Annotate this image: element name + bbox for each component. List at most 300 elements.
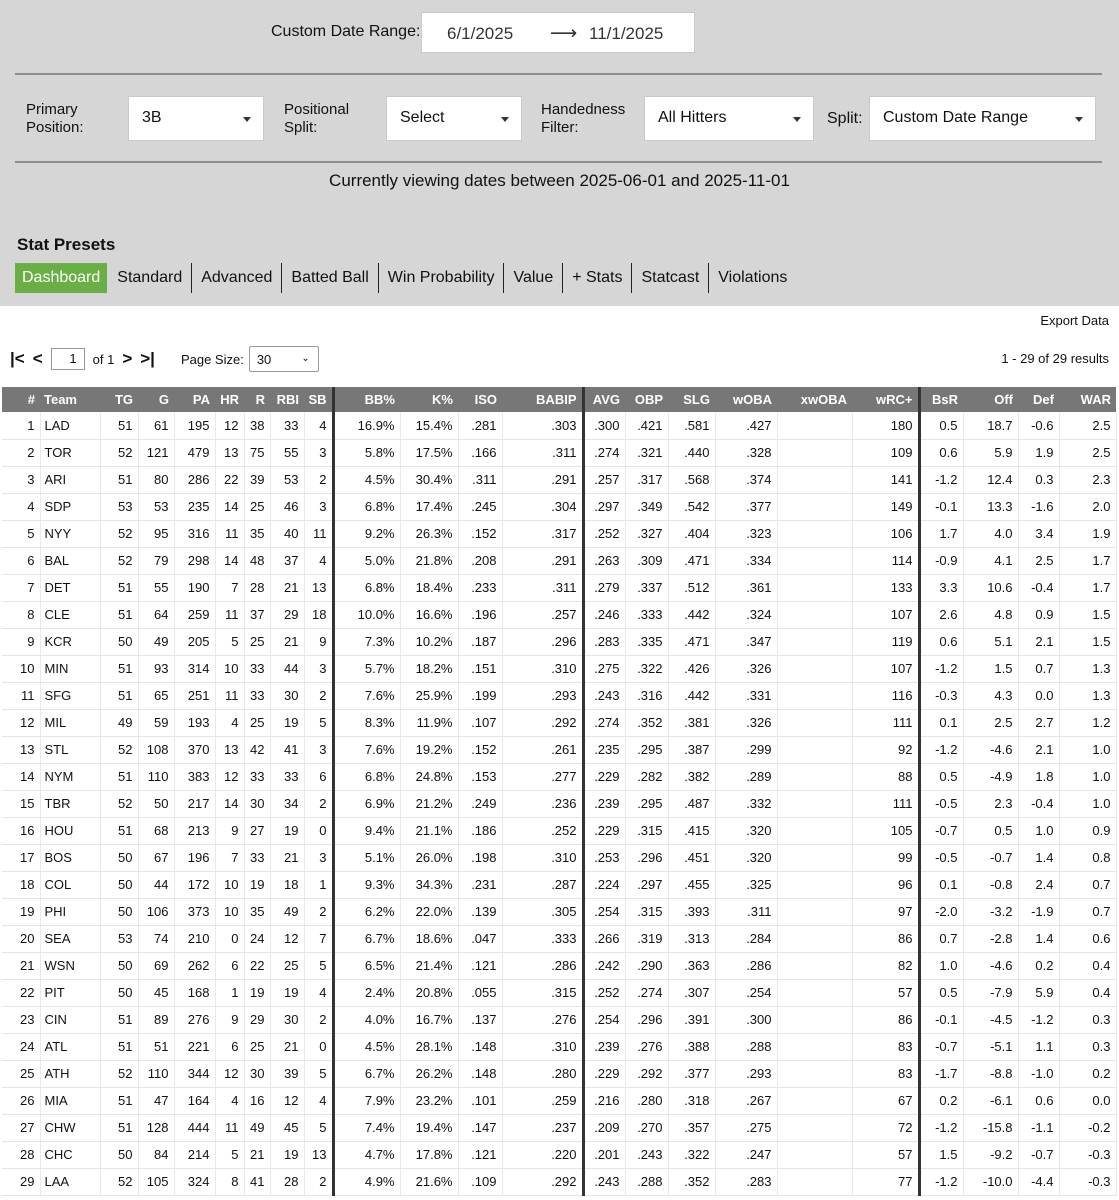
column-header[interactable]: Off [963, 387, 1018, 412]
last-page-icon[interactable]: >| [140, 349, 155, 368]
table-cell: 16 [2, 817, 40, 844]
team-cell[interactable]: NYM [40, 763, 100, 790]
table-cell [777, 817, 852, 844]
table-cell: .287 [502, 871, 583, 898]
table-cell: 0.6 [919, 439, 963, 466]
table-cell: 1.4 [1018, 844, 1059, 871]
prev-page-icon[interactable]: < [32, 349, 43, 368]
table-cell: 0.7 [1059, 871, 1116, 898]
team-cell[interactable]: SFG [40, 682, 100, 709]
table-cell: 105 [852, 817, 919, 844]
table-cell: 2.4 [1018, 871, 1059, 898]
table-cell: .283 [583, 628, 625, 655]
table-cell [777, 1087, 852, 1114]
table-cell: 373 [174, 898, 215, 925]
table-cell: 25 [2, 1060, 40, 1087]
table-cell: .442 [668, 601, 715, 628]
table-cell [777, 628, 852, 655]
team-cell[interactable]: ATL [40, 1033, 100, 1060]
table-cell: .333 [502, 925, 583, 952]
team-cell[interactable]: TBR [40, 790, 100, 817]
table-cell: 11 [215, 682, 244, 709]
start-date[interactable]: 6/1/2025 [447, 24, 514, 43]
table-cell: 33 [270, 412, 304, 439]
table-cell: 72 [852, 1114, 919, 1141]
column-header[interactable]: ISO [458, 387, 502, 412]
table-cell: 51 [100, 682, 138, 709]
table-cell: 92 [852, 736, 919, 763]
table-cell: 12 [270, 1087, 304, 1114]
team-cell[interactable]: DET [40, 574, 100, 601]
team-cell[interactable]: WSN [40, 952, 100, 979]
table-cell: 67 [138, 844, 174, 871]
table-cell: .263 [583, 547, 625, 574]
table-cell [777, 439, 852, 466]
table-cell: 4.1 [963, 547, 1018, 574]
table-cell: 53 [270, 466, 304, 493]
table-cell: 33 [244, 844, 270, 871]
primary-position-label [26, 101, 84, 137]
table-cell: .387 [668, 736, 715, 763]
table-cell: 53 [100, 493, 138, 520]
table-cell: .382 [668, 763, 715, 790]
table-cell: 25.9% [400, 682, 458, 709]
table-cell: 2.3 [1059, 466, 1116, 493]
table-cell: .316 [625, 682, 668, 709]
table-row [2, 520, 1116, 547]
table-cell: 22 [2, 979, 40, 1006]
table-cell: 49 [244, 1114, 270, 1141]
tab-statcast[interactable]: Statcast [632, 263, 709, 293]
table-row [2, 952, 1116, 979]
table-cell: .292 [625, 1060, 668, 1087]
table-row [2, 736, 1116, 763]
table-cell: .324 [715, 601, 777, 628]
table-cell: 50 [100, 898, 138, 925]
table-cell: .243 [583, 682, 625, 709]
table-cell: -0.7 [963, 844, 1018, 871]
table-cell: 25 [270, 952, 304, 979]
table-cell: .286 [502, 952, 583, 979]
split-select[interactable] [869, 96, 1096, 141]
tab-advanced[interactable]: Advanced [192, 263, 282, 293]
column-header[interactable]: xwOBA [777, 387, 852, 412]
table-cell: .297 [625, 871, 668, 898]
column-header[interactable]: K% [400, 387, 458, 412]
column-header[interactable]: G [138, 387, 174, 412]
table-cell: .291 [502, 466, 583, 493]
table-cell: 86 [852, 925, 919, 952]
table-cell: 25 [244, 493, 270, 520]
table-cell: 50 [138, 790, 174, 817]
table-cell: 19 [244, 871, 270, 898]
table-cell: 2 [304, 1168, 333, 1195]
table-cell: 1.0 [1059, 763, 1116, 790]
table-cell: 9 [2, 628, 40, 655]
column-header[interactable]: Def [1018, 387, 1059, 412]
table-cell: 28 [2, 1141, 40, 1168]
table-cell: 51 [100, 1006, 138, 1033]
table-cell: 210 [174, 925, 215, 952]
table-cell: .319 [625, 925, 668, 952]
table-cell: -15.8 [963, 1114, 1018, 1141]
table-cell: 18 [2, 871, 40, 898]
table-cell: 50 [100, 628, 138, 655]
table-cell: 30.4% [400, 466, 458, 493]
tab-value[interactable]: Value [504, 263, 563, 293]
table-cell: 16.6% [400, 601, 458, 628]
table-cell: .391 [668, 1006, 715, 1033]
next-page-icon[interactable]: > [122, 349, 133, 368]
table-cell: 12 [215, 412, 244, 439]
table-cell: 30 [244, 1060, 270, 1087]
table-cell: 1 [215, 979, 244, 1006]
table-cell: 314 [174, 655, 215, 682]
column-header[interactable]: wRC+ [852, 387, 919, 412]
table-cell: .284 [715, 925, 777, 952]
team-cell[interactable]: LAD [40, 412, 100, 439]
table-cell: 77 [852, 1168, 919, 1195]
table-cell: -0.8 [963, 871, 1018, 898]
table-cell: .349 [625, 493, 668, 520]
team-cell[interactable]: NYY [40, 520, 100, 547]
table-cell: .296 [625, 844, 668, 871]
team-cell[interactable]: SDP [40, 493, 100, 520]
export-data-link[interactable]: Export Data [1040, 313, 1109, 328]
table-cell: .186 [458, 817, 502, 844]
table-cell: .109 [458, 1168, 502, 1195]
table-cell: -0.7 [1018, 1141, 1059, 1168]
table-cell: 106 [138, 898, 174, 925]
table-cell: 15 [2, 790, 40, 817]
primary-position-select[interactable] [128, 96, 264, 141]
table-cell: .415 [668, 817, 715, 844]
table-cell: 38 [244, 412, 270, 439]
team-cell[interactable]: HOU [40, 817, 100, 844]
tab-batted-ball[interactable]: Batted Ball [282, 263, 378, 293]
team-cell[interactable]: SEA [40, 925, 100, 952]
table-cell: 0.2 [1059, 1060, 1116, 1087]
end-date[interactable]: 11/1/2025 [589, 24, 664, 43]
team-cell[interactable]: MIL [40, 709, 100, 736]
table-cell: 17 [2, 844, 40, 871]
table-cell: .427 [715, 412, 777, 439]
table-cell: 107 [852, 655, 919, 682]
table-cell: 42 [244, 736, 270, 763]
date-range-input[interactable] [421, 12, 695, 53]
divider [15, 73, 1102, 75]
table-cell: .279 [583, 574, 625, 601]
table-cell: 1.9 [1059, 520, 1116, 547]
team-cell[interactable]: PHI [40, 898, 100, 925]
table-cell: 1.3 [1059, 655, 1116, 682]
table-cell: 0 [215, 925, 244, 952]
column-header[interactable]: R [244, 387, 270, 412]
table-cell: -2.8 [963, 925, 1018, 952]
table-cell: 13 [304, 1141, 333, 1168]
table-cell: .304 [502, 493, 583, 520]
table-cell: 5 [304, 952, 333, 979]
table-cell: 7.6% [333, 736, 400, 763]
table-cell: .292 [502, 1168, 583, 1195]
table-cell: .275 [583, 655, 625, 682]
pagination [10, 346, 319, 372]
table-cell: 40 [270, 520, 304, 547]
table-cell: .471 [668, 547, 715, 574]
table-cell: 4 [304, 412, 333, 439]
table-cell: 52 [100, 547, 138, 574]
table-row [2, 844, 1116, 871]
table-cell: 50 [100, 1141, 138, 1168]
table-row [2, 925, 1116, 952]
table-cell: 4.0% [333, 1006, 400, 1033]
stats-table [2, 387, 1117, 1196]
team-cell[interactable]: MIA [40, 1087, 100, 1114]
table-cell: 51 [138, 1033, 174, 1060]
table-cell [777, 1168, 852, 1195]
table-cell [777, 412, 852, 439]
tab-standard[interactable]: Standard [108, 263, 192, 293]
table-cell: 6.5% [333, 952, 400, 979]
table-cell: 5 [304, 1114, 333, 1141]
table-cell [777, 1006, 852, 1033]
table-cell [777, 655, 852, 682]
table-cell: .325 [715, 871, 777, 898]
table-cell: 0.4 [1059, 952, 1116, 979]
table-cell: 7.9% [333, 1087, 400, 1114]
table-cell: .352 [625, 709, 668, 736]
table-cell: 11 [215, 601, 244, 628]
team-cell[interactable]: PIT [40, 979, 100, 1006]
page-size-label: Page Size: [180, 351, 244, 367]
table-cell: 44 [270, 655, 304, 682]
table-cell: 0.1 [919, 871, 963, 898]
table-cell: .274 [583, 709, 625, 736]
table-row [2, 412, 1116, 439]
table-cell: .148 [458, 1060, 502, 1087]
table-cell: 133 [852, 574, 919, 601]
team-cell[interactable]: BOS [40, 844, 100, 871]
table-cell: -5.1 [963, 1033, 1018, 1060]
table-cell: 75 [244, 439, 270, 466]
table-cell: .332 [715, 790, 777, 817]
table-cell: 86 [852, 1006, 919, 1033]
column-header[interactable]: RBI [270, 387, 304, 412]
table-cell: 286 [174, 466, 215, 493]
table-cell: 276 [174, 1006, 215, 1033]
page-number-input[interactable]: 1 [51, 348, 85, 370]
table-cell: 52 [100, 520, 138, 547]
column-header[interactable]: SLG [668, 387, 715, 412]
table-cell: 17.8% [400, 1141, 458, 1168]
table-cell: 23 [2, 1006, 40, 1033]
table-cell: 9.3% [333, 871, 400, 898]
column-header[interactable]: WAR [1059, 387, 1116, 412]
table-cell: 97 [852, 898, 919, 925]
table-cell: 10 [215, 655, 244, 682]
table-cell: 19.4% [400, 1114, 458, 1141]
table-cell: 49 [138, 628, 174, 655]
table-cell: 0.3 [1018, 466, 1059, 493]
chevron-down-icon: ⌄ [301, 353, 310, 364]
table-cell: .451 [668, 844, 715, 871]
table-cell: .257 [583, 466, 625, 493]
table-cell: 18.7 [963, 412, 1018, 439]
table-cell: .318 [668, 1087, 715, 1114]
column-header[interactable]: PA [174, 387, 215, 412]
team-cell[interactable]: CHW [40, 1114, 100, 1141]
column-header[interactable]: SB [304, 387, 333, 412]
table-cell: 10.0% [333, 601, 400, 628]
table-cell: 33 [244, 682, 270, 709]
table-cell: .276 [625, 1033, 668, 1060]
table-cell: .229 [583, 1060, 625, 1087]
table-cell: .107 [458, 709, 502, 736]
table-cell [777, 790, 852, 817]
team-cell[interactable]: CIN [40, 1006, 100, 1033]
tab-plus-stats[interactable]: + Stats [563, 263, 632, 293]
team-cell[interactable]: KCR [40, 628, 100, 655]
table-cell: 2 [304, 682, 333, 709]
positional-split-select[interactable] [386, 96, 522, 141]
table-cell: .326 [715, 655, 777, 682]
column-header[interactable]: HR [215, 387, 244, 412]
table-cell: .317 [625, 466, 668, 493]
table-cell: 34 [270, 790, 304, 817]
table-cell: .471 [668, 628, 715, 655]
table-cell: 2.5 [1059, 439, 1116, 466]
table-row [2, 655, 1116, 682]
table-cell: -1.2 [919, 466, 963, 493]
handedness-select[interactable] [644, 96, 814, 141]
team-cell[interactable]: BAL [40, 547, 100, 574]
table-cell: 1.4 [1018, 925, 1059, 952]
table-cell: 3 [304, 844, 333, 871]
table-cell: 1 [304, 871, 333, 898]
table-cell: -9.2 [963, 1141, 1018, 1168]
table-cell: 2.1 [1018, 628, 1059, 655]
table-cell: 0.9 [1018, 601, 1059, 628]
table-cell: 80 [138, 466, 174, 493]
table-cell: 18 [270, 871, 304, 898]
table-cell: 2.5 [1059, 412, 1116, 439]
table-row [2, 682, 1116, 709]
table-cell [777, 1114, 852, 1141]
table-cell: .242 [583, 952, 625, 979]
table-cell: 50 [100, 844, 138, 871]
table-cell: 29 [244, 1006, 270, 1033]
column-header[interactable]: BB% [333, 387, 400, 412]
tab-dashboard[interactable]: Dashboard [15, 263, 107, 293]
tab-violations[interactable]: Violations [718, 269, 788, 286]
table-cell: 172 [174, 871, 215, 898]
label-line: Position: [26, 119, 84, 136]
team-cell[interactable]: COL [40, 871, 100, 898]
table-cell: 52 [100, 1060, 138, 1087]
team-cell[interactable]: MIN [40, 655, 100, 682]
table-cell: 4.5% [333, 466, 400, 493]
table-cell: .259 [502, 1087, 583, 1114]
table-cell: .187 [458, 628, 502, 655]
table-cell: 16 [244, 1087, 270, 1114]
table-cell: .455 [668, 871, 715, 898]
page-size-select[interactable] [249, 346, 319, 372]
table-row [2, 493, 1116, 520]
divider [15, 161, 1102, 163]
column-header[interactable]: # [2, 387, 40, 412]
table-cell: .153 [458, 763, 502, 790]
table-cell: .542 [668, 493, 715, 520]
table-cell: .374 [715, 466, 777, 493]
table-row [2, 1087, 1116, 1114]
team-cell[interactable]: ATH [40, 1060, 100, 1087]
table-cell: 298 [174, 547, 215, 574]
table-cell: 109 [852, 439, 919, 466]
table-cell: 0.5 [919, 763, 963, 790]
table-cell: 8.3% [333, 709, 400, 736]
table-cell: .313 [668, 925, 715, 952]
team-cell[interactable]: CLE [40, 601, 100, 628]
team-cell[interactable]: CHC [40, 1141, 100, 1168]
column-header[interactable]: BsR [919, 387, 963, 412]
table-cell: 164 [174, 1087, 215, 1114]
table-cell: 99 [852, 844, 919, 871]
table-cell: -0.1 [919, 1006, 963, 1033]
column-header[interactable]: Team [40, 387, 100, 412]
table-cell: 0.5 [963, 817, 1018, 844]
table-cell: 23.2% [400, 1087, 458, 1114]
table-cell: 128 [138, 1114, 174, 1141]
table-cell: .377 [715, 493, 777, 520]
table-cell: 49 [100, 709, 138, 736]
table-cell: -1.2 [919, 1114, 963, 1141]
table-cell: .236 [502, 790, 583, 817]
table-cell: 6.2% [333, 898, 400, 925]
table-cell: 21 [270, 844, 304, 871]
table-cell: .305 [502, 898, 583, 925]
table-cell: .277 [502, 763, 583, 790]
table-cell: 14 [2, 763, 40, 790]
table-cell: -0.5 [919, 844, 963, 871]
select-value: Select [400, 109, 445, 126]
team-cell[interactable]: LAA [40, 1168, 100, 1195]
column-header[interactable]: TG [100, 387, 138, 412]
team-cell[interactable]: TOR [40, 439, 100, 466]
column-header[interactable]: BABIP [502, 387, 583, 412]
table-cell: 83 [852, 1060, 919, 1087]
table-cell: .220 [502, 1141, 583, 1168]
team-cell[interactable]: ARI [40, 466, 100, 493]
table-cell: 21 [270, 574, 304, 601]
column-header[interactable]: AVG [583, 387, 625, 412]
tab-win-probability[interactable]: Win Probability [379, 263, 505, 293]
table-cell: .286 [715, 952, 777, 979]
column-header[interactable]: wOBA [715, 387, 777, 412]
table-cell: 4.7% [333, 1141, 400, 1168]
table-cell: 18.4% [400, 574, 458, 601]
table-cell: 5.7% [333, 655, 400, 682]
table-cell: -1.2 [919, 736, 963, 763]
table-cell: 14 [215, 790, 244, 817]
table-cell: .139 [458, 898, 502, 925]
column-header[interactable]: OBP [625, 387, 668, 412]
table-cell: 217 [174, 790, 215, 817]
table-cell: -6.1 [963, 1087, 1018, 1114]
table-cell: 190 [174, 574, 215, 601]
first-page-icon[interactable]: |< [10, 349, 25, 368]
team-cell[interactable]: STL [40, 736, 100, 763]
table-cell: 27 [2, 1114, 40, 1141]
